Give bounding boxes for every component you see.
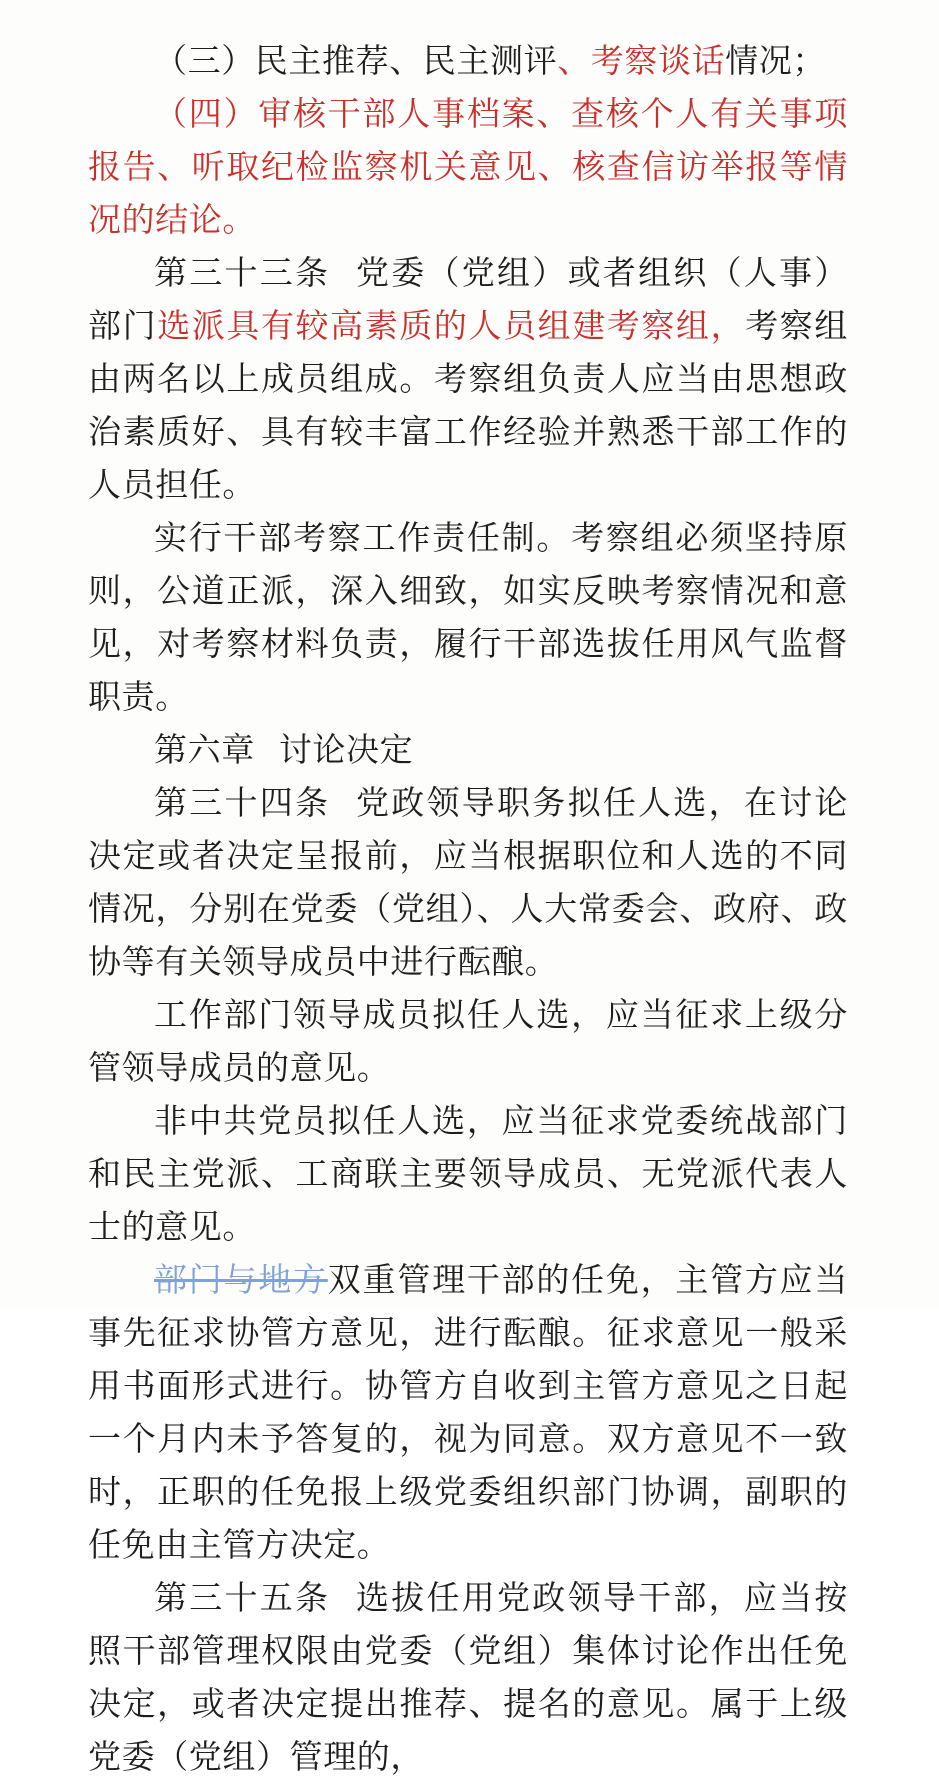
item3-end: 情况；: [725, 41, 827, 80]
paragraph-work-department: 工作部门领导成员拟任人选，应当征求上级分管领导成员的意见。: [88, 995, 848, 1087]
document-body: [88, 34, 848, 1783]
paragraph-item-4: （四）审核干部人事档案、查核个人有关事项报告、听取纪检监察机关意见、核查信访举报等情况的结论。: [88, 94, 848, 239]
article-34-text: 党政领导职务拟任人选，在讨论决定或者决定呈报前，应当根据职位和人选的不同情况，分别在党委（党组）、人大常委会、政府、政协等有关领导成员中进行酝酿。: [88, 783, 849, 981]
article-35-text: 选拔任用党政领导干部，应当按照干部管理权限由党委（党组）集体讨论作出任免决定，或者决定提出推荐、提名的意见。属于上级党委（党组）管理的，: [88, 1578, 849, 1776]
item3-highlight: 、考察谈话: [557, 41, 726, 80]
chapter-label: 第六章: [154, 730, 255, 769]
struck-text: 部门与地方: [154, 1260, 328, 1299]
paragraph-responsibility: 实行干部考察工作责任制。考察组必须坚持原则，公道正派，深入细致，如实反映考察情况和意见，对考察材料负责，履行干部选拔任用风气监督职责。: [88, 518, 848, 716]
article-33-title: 第三十三条: [154, 253, 331, 292]
paragraph-item-3: [88, 34, 848, 87]
article-33-highlight: 选派具有较高素质的人员组建考察组，: [157, 306, 746, 345]
article-33-text: 党委（党组）或者组织（人事）部门: [88, 253, 849, 345]
article-33-rest: 考察组由两名以上成员组成。考察组负责人应当由思想政治素质好、具有较丰富工作经验并熟悉干部工作的人员担任。: [88, 306, 848, 504]
paragraph-dual-management: [88, 1253, 848, 1571]
dual-management-text: 双重管理干部的任免，主管方应当事先征求协管方意见，进行酝酿。征求意见一般采用书面形式进行。协管方自收到主管方意见之日起一个月内未予答复的，视为同意。双方意见不一致时，正职的任免报上级党委组织部门协调，副职的任免由主管方决定。: [88, 1260, 849, 1564]
paragraph-non-party: 非中共党员拟任人选，应当征求党委统战部门和民主党派、工商联主要领导成员、无党派代表人士的意见。: [88, 1101, 848, 1246]
chapter-title: 讨论决定: [278, 730, 414, 769]
paragraph-article-33: [88, 246, 848, 511]
paragraph-article-34: [88, 776, 848, 988]
paragraph-article-35: [88, 1571, 848, 1783]
item3-text: （三）民主推荐、民主测评: [154, 41, 558, 80]
chapter-heading: [88, 723, 848, 776]
article-34-title: 第三十四条: [154, 783, 331, 822]
article-35-title: 第三十五条: [154, 1578, 331, 1617]
